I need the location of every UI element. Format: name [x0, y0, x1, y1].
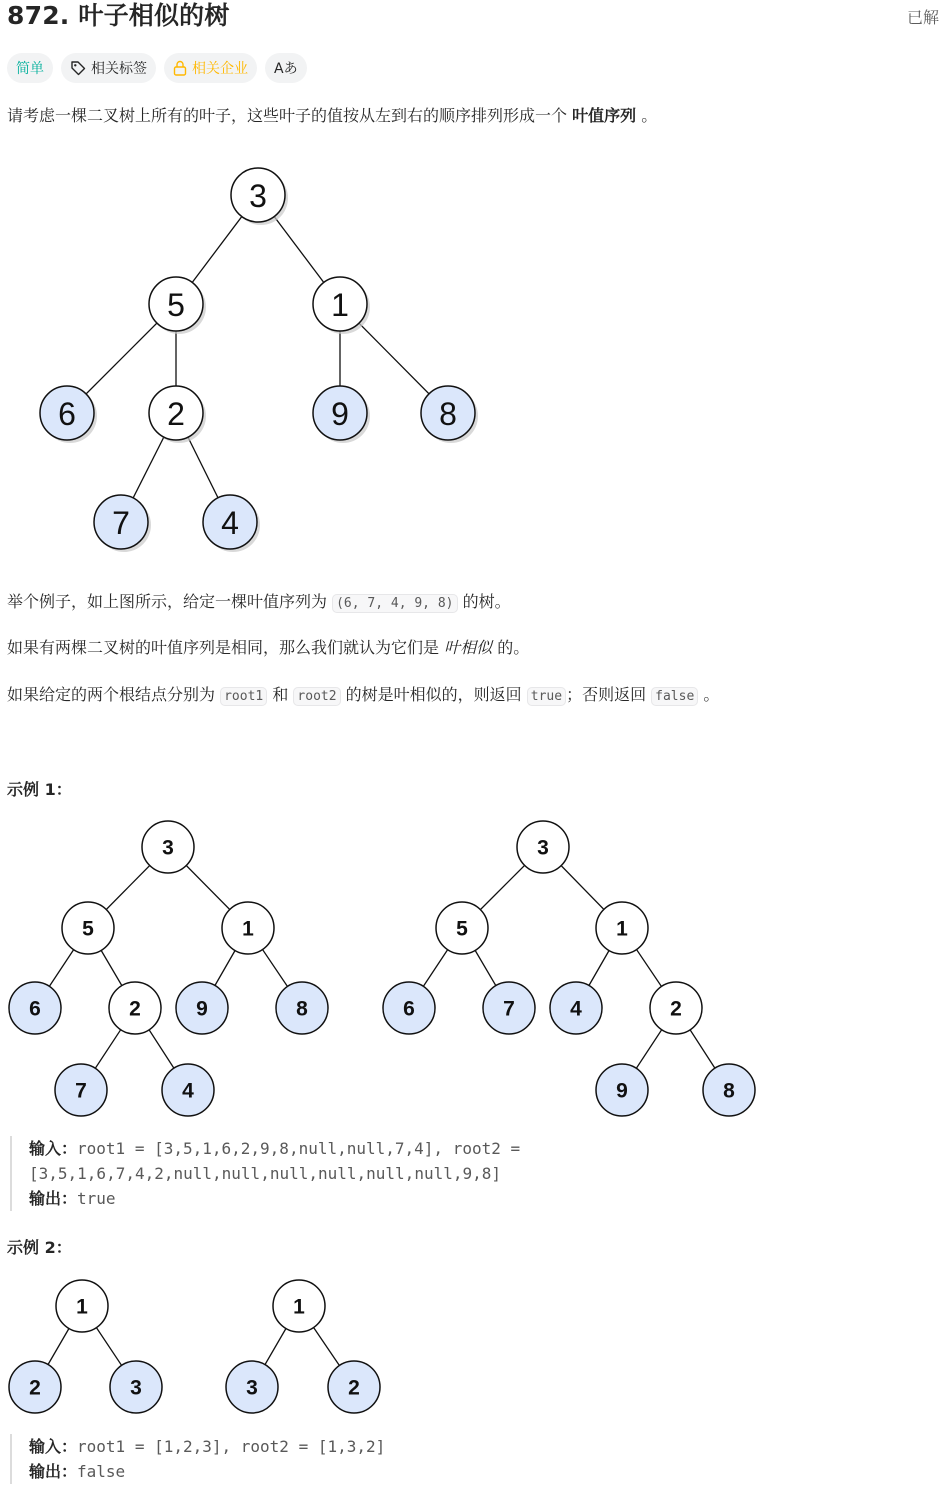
page-title: 872. 叶子相似的树 [7, 1, 230, 30]
p4-text-a: 如果给定的两个根结点分别为 [7, 685, 221, 704]
true-code: true [527, 687, 566, 706]
p1-end: 。 [636, 106, 658, 125]
difficulty-badge[interactable]: 简单 [7, 53, 53, 83]
main-tree-node-label: 7 [112, 505, 130, 541]
root2-code: root2 [293, 687, 340, 706]
leaf-sequence-code: (6, 7, 4, 9, 8) [332, 594, 457, 613]
main-tree-node-label: 6 [58, 396, 76, 432]
example2-output-value: false [77, 1462, 126, 1481]
example1-tree1-node-label: 4 [182, 1079, 194, 1103]
example1-output-value: true [77, 1189, 116, 1208]
main-tree-node-label: 5 [167, 287, 185, 323]
example1-tree2-node-label: 8 [723, 1079, 735, 1103]
p1-bold: 叶值序列 [572, 106, 637, 125]
p4-text-b: 和 [267, 685, 294, 704]
example2-input-value: root1 = [1,2,3], root2 = [1,3,2] [77, 1437, 386, 1456]
example2-tree2-node-label: 2 [348, 1376, 360, 1400]
p3-text: 如果有两棵二叉树的叶值序列是相同，那么我们就认为它们是 [7, 638, 445, 657]
p4-text-c: 的树是叶相似的，则返回 [340, 685, 527, 704]
main-tree-node-label: 3 [249, 178, 267, 214]
example2-heading: 示例 2： [7, 1238, 72, 1257]
p3-italic: 叶相似 [444, 638, 493, 657]
example2-tree1-node-label: 1 [76, 1295, 88, 1319]
input-label: 输入： [29, 1437, 78, 1456]
translate-icon: Aあ [274, 61, 298, 77]
main-tree-node-label: 1 [331, 287, 349, 323]
example2-tree1-node-label: 2 [29, 1376, 41, 1400]
example1-input-line2: [3,5,1,6,7,4,2,null,null,null,null,null,null,9,8] [29, 1164, 502, 1183]
example1-tree2-node-label: 7 [503, 997, 515, 1021]
p2-end: 的树。 [457, 592, 511, 611]
p4-text-e: 。 [698, 685, 720, 704]
p3-end: 的。 [492, 638, 530, 657]
example1-input-line1: root1 = [3,5,1,6,2,9,8,null,null,7,4], root2 = [77, 1139, 521, 1158]
main-tree-node-label: 9 [331, 396, 349, 432]
solved-status: 已解 [907, 8, 939, 27]
example2-input-row [29, 1434, 589, 1459]
example1-tree2-node-label: 5 [456, 917, 468, 941]
example1-tree1-node-label: 9 [196, 997, 208, 1021]
p2-text: 举个例子，如上图所示，给定一棵叶值序列为 [7, 592, 333, 611]
example2-tree2-node-label: 3 [246, 1376, 258, 1400]
example1-tree2-node-label: 2 [670, 997, 682, 1021]
false-code: false [651, 687, 698, 706]
p1-text: 请考虑一棵二叉树上所有的叶子，这些叶子的值按从左到右的顺序排列形成一个 [7, 106, 573, 125]
output-label: 输出： [29, 1462, 78, 1481]
example2-tree1-node-label: 3 [130, 1376, 142, 1400]
related-companies-label: 相关企业 [192, 61, 248, 77]
main-tree-node-label: 4 [221, 505, 239, 541]
example1-tree2-node-label: 1 [616, 917, 628, 941]
example1-tree1-node-label: 2 [129, 997, 141, 1021]
related-tags-label: 相关标签 [91, 61, 147, 77]
example1-tree1-node-label: 5 [82, 917, 94, 941]
example1-tree1-node-label: 8 [296, 997, 308, 1021]
input-label: 输入： [29, 1139, 78, 1158]
example1-tree1-node-label: 3 [162, 836, 174, 860]
example2-output-row [29, 1459, 589, 1484]
example1-tree2-node-label: 3 [537, 836, 549, 860]
example1-heading: 示例 1： [7, 780, 72, 799]
example1-tree1-node-label: 6 [29, 997, 41, 1021]
example1-tree1-node-label: 7 [75, 1079, 87, 1103]
root1-code: root1 [220, 687, 267, 706]
main-tree-node-label: 8 [439, 396, 457, 432]
output-label: 输出： [29, 1189, 78, 1208]
example2-io-block [10, 1434, 589, 1484]
example1-tree2-node-label: 4 [570, 997, 582, 1021]
example1-tree1-node-label: 1 [242, 917, 254, 941]
example1-tree2-node-label: 6 [403, 997, 415, 1021]
main-tree-node-label: 2 [167, 396, 185, 432]
example1-tree2-node-label: 9 [616, 1079, 628, 1103]
example2-tree2-node-label: 1 [293, 1295, 305, 1319]
p4-text-d: ；否则返回 [566, 685, 652, 704]
